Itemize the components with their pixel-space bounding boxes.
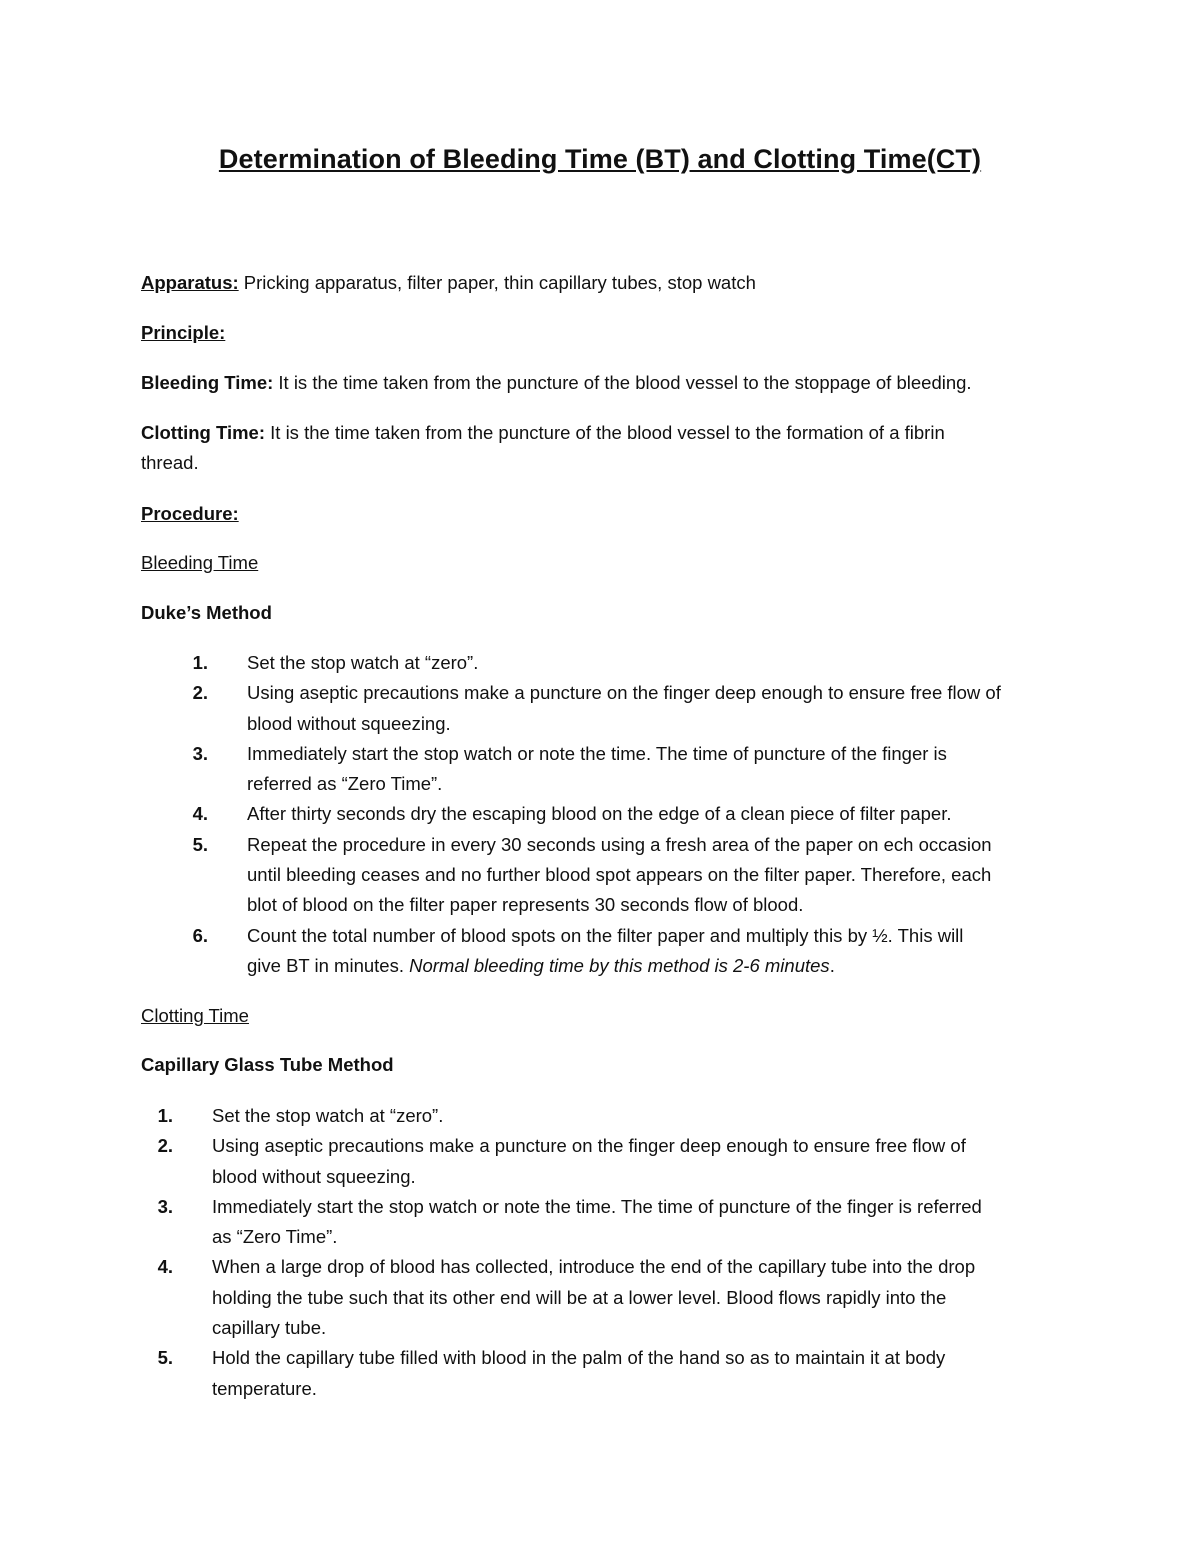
bleeding-definition	[141, 368, 972, 398]
clotting-definition	[141, 418, 945, 448]
list-item	[176, 799, 1076, 829]
apparatus-label: Apparatus:	[141, 272, 239, 293]
list-number: 3.	[157, 1195, 173, 1217]
list-text: blood without squeezing.	[212, 1165, 416, 1187]
list-number: 6.	[192, 924, 208, 946]
list-item	[176, 830, 1076, 921]
list-number: 4.	[192, 803, 208, 825]
list-text: blot of blood on the filter paper represents 30 seconds flow of blood.	[247, 894, 804, 916]
capillary-method-heading: Capillary Glass Tube Method	[141, 1054, 394, 1075]
list-number: 1.	[157, 1105, 173, 1126]
list-text: Using aseptic precautions make a puncture on the finger deep enough to ensure free flow of	[247, 682, 1001, 704]
list-text: capillary tube.	[212, 1317, 327, 1339]
list-text: Hold the capillary tube filled with blood in the palm of the hand so as to maintain it at body	[212, 1347, 946, 1369]
list-text	[176, 951, 1076, 981]
list-number: 2.	[157, 1135, 173, 1157]
dukes-method-heading: Duke’s Method	[141, 602, 272, 623]
list-number: 5.	[192, 833, 208, 855]
clotting-def-text-2: thread.	[141, 452, 199, 473]
list-item	[141, 1343, 1071, 1404]
bleeding-time-heading: Bleeding Time	[141, 552, 259, 573]
clotting-steps-list	[141, 1101, 1071, 1404]
list-text: Repeat the procedure in every 30 seconds using a fresh area of the paper on ech occasion	[247, 833, 992, 855]
list-number: 2.	[192, 682, 208, 704]
normal-range-note: Normal bleeding time by this method is 2-6 minutes	[409, 954, 830, 976]
list-item	[176, 648, 1076, 678]
list-text: Set the stop watch at “zero”.	[247, 652, 479, 673]
list-text: referred as “Zero Time”.	[247, 773, 443, 795]
list-item	[141, 1192, 1071, 1253]
list-number: 1.	[192, 652, 208, 673]
list-number: 5.	[157, 1347, 173, 1369]
bleeding-def-text: It is the time taken from the puncture of the blood vessel to the stoppage of bleeding.	[273, 372, 972, 393]
clotting-time-heading: Clotting Time	[141, 1005, 249, 1026]
list-text: After thirty seconds dry the escaping blood on the edge of a clean piece of filter paper.	[247, 803, 952, 825]
list-item	[141, 1101, 1071, 1131]
list-text: Using aseptic precautions make a puncture on the finger deep enough to ensure free flow of	[212, 1135, 966, 1157]
list-item	[141, 1252, 1071, 1343]
list-text: Set the stop watch at “zero”.	[212, 1105, 444, 1126]
document-title: Determination of Bleeding Time (BT) and Clotting Time(CT)	[218, 144, 982, 174]
apparatus-line	[141, 268, 756, 298]
clotting-def-text-1: It is the time taken from the puncture of the blood vessel to the formation of a fibrin	[265, 422, 945, 443]
list-number: 4.	[157, 1256, 173, 1278]
list-text: When a large drop of blood has collected, introduce the end of the capillary tube into the drop	[212, 1256, 976, 1278]
list-text: until bleeding ceases and no further blood spot appears on the filter paper. Therefore, each	[247, 864, 992, 886]
list-number: 3.	[192, 742, 208, 764]
list-text: Immediately start the stop watch or note the time. The time of puncture of the finger is	[247, 742, 947, 764]
list-item	[176, 678, 1076, 739]
list-item	[141, 1131, 1071, 1192]
list-text: Immediately start the stop watch or note the time. The time of puncture of the finger is referred	[212, 1195, 982, 1217]
list-text: blood without squeezing.	[247, 712, 451, 734]
list-text: temperature.	[212, 1377, 317, 1399]
list-text-end: .	[829, 954, 835, 976]
list-text: as “Zero Time”.	[212, 1226, 338, 1248]
clotting-def-label: Clotting Time:	[141, 422, 266, 443]
list-text: holding the tube such that its other end will be at a lower level. Blood flows rapidly into the	[212, 1286, 947, 1308]
principle-heading: Principle:	[141, 322, 226, 343]
list-item	[176, 921, 1076, 982]
list-text-plain: give BT in minutes.	[247, 954, 410, 976]
bleeding-steps-list	[176, 648, 1076, 981]
apparatus-text: Pricking apparatus, filter paper, thin capillary tubes, stop watch	[238, 272, 756, 293]
procedure-heading: Procedure:	[141, 503, 239, 524]
bleeding-def-label: Bleeding Time:	[141, 372, 274, 393]
list-text: Count the total number of blood spots on the filter paper and multiply this by ½. This will	[247, 924, 964, 946]
list-item	[176, 739, 1076, 800]
